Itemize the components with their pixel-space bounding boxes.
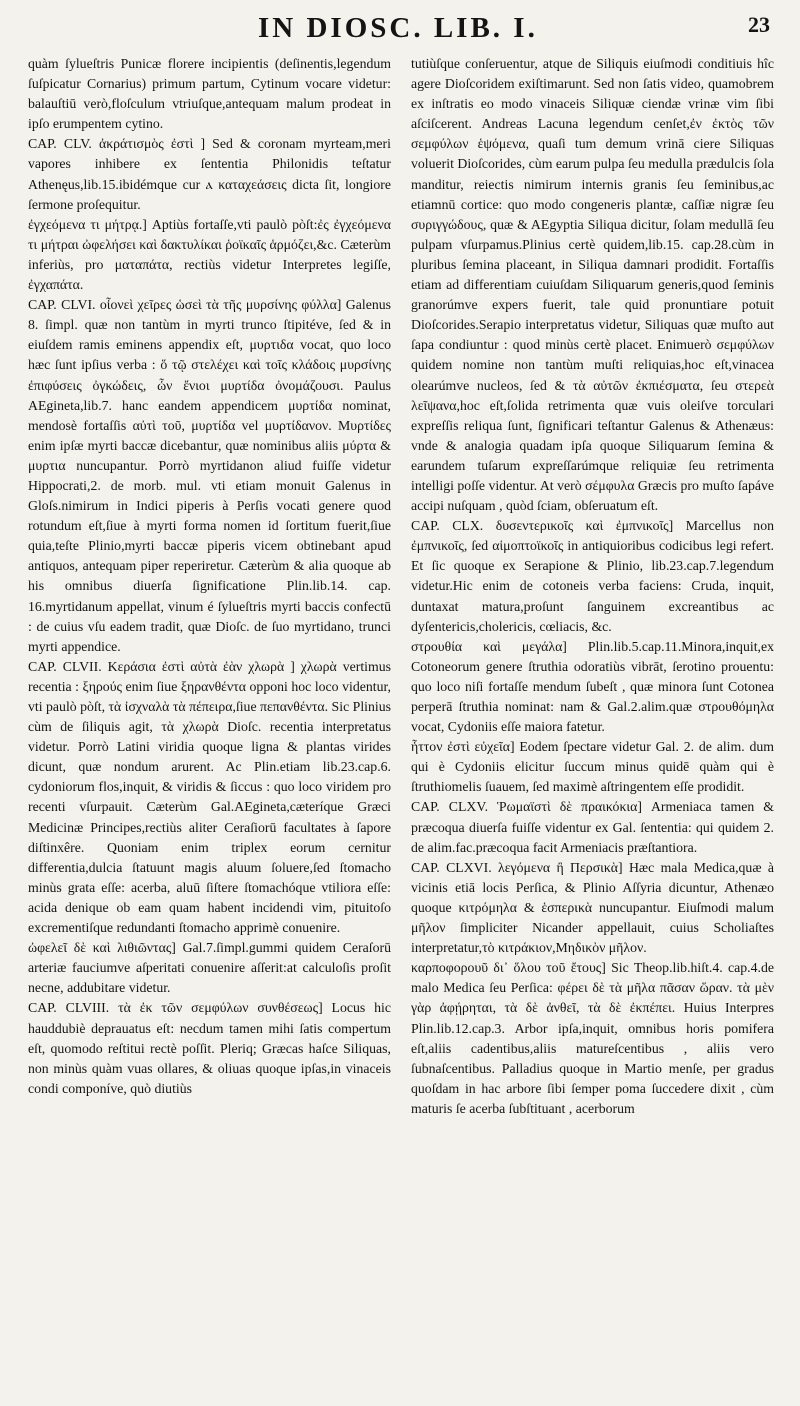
paragraph: ὠφελεῖ δὲ καὶ λιθιῶντας] Gal.7.ſimpl.gummi quidem Ceraſorū arteriæ fauciumve aſperitati conuenire aſſerit:at calculoſis proſit necne, addubitare videtur. [28,940,391,996]
paragraph: καρποφορουῦ δι᾽ ὅλου τοῦ ἔτους] Sic Theop.lib.hiſt.4. cap.4.de malo Medica ſeu Perſica: φέρει δὲ τὰ μῆλα πᾶσαν ὥραν. τὰ μὲν γὰρ ἀφῄρηται, τὰ δὲ ἀνθεῖ, τὰ δὲ ἐκπέπει. Huius Interpres Plin.lib.12.cap.3. Arbor ipſa,inquit, omnibus horis pomifera eſt,aliis cadentibus,aliis matureſcentibus , aliis vero ſubnaſcentibus. Palladius quoque in Martio menſe, per gradus quoſdam in hac arbore ſibi ſemper poma ſuccedere dixit , cùm maturis ſe acerba ſubſtituant , acerborum [411,960,774,1116]
paragraph: ἐγχεόμενα τι μήτρᾳ.] Aptiùs fortaſſe,vti paulò pòſt:ἐς ἐγχεόμενα τι μήτραι ὠφελήσει καὶ δακτυλίκαι ῥοϊκαῖς ἁρμόζει,&c. Cæterùm inferiùs, pro ματαπάτα, rectiùs videtur Interpretes legiſſe, ἐγχαπάτα. [28,216,391,293]
paragraph: CAP. CLV. ἀκράτισμὸς ἐστὶ ] Sed & coronam myrteam,meri vapores inhibere ex ſententia Philonidis teſtatur Athenęus,lib.15.ibidémque cur ⲁ καταχεάσεις dicta ſit, longiore ſermone proſequitur. [28,136,391,212]
paragraph: tutiùſque conſeruentur, atque de Siliquis eiuſmodi conditiuis hîc agere Dioſcoridem exiſtimarunt. Sed non ſatis video, quamobrem ex inſtratis eo modo vinaceis Siliquæ ciendæ vrinæ vim ſibi aſciſcerent. Andreas Lacuna legendum cenſet,ἐν ἐκτὸς τῶν σεμφύλων ἑψόμενα, quaſi tum demum vrinā ciere Siliquas voluerit Dioſcorides, cùm earum pulpa ſeu medulla prædulcis ſola manditur, reiectis nimirum internis granis ſeu ſeminibus,ac etiamnū cortice: quo modo congeneris plantæ, caſſiæ nigræ ſeu συριγγώδους, quæ & AEgyptia Siliqua dicitur, ſolam medullā ſeu pulpam vſurpamus.Plinius certè quidem,lib.15. cap.28.cùm in pluribus ſemina placeant, in Siliqua damnari prodidit. Fortaſſis etiam ad differentiam cuiuſdam Siliquarum generis,quod ſeminis granorúmve expers fuerit, tale quid pronuntiare potuit Dioſcorides.Serapio interpretatus videtur, Siliquas quæ muſto aut ſapa condiuntur : quod minùs certè placet. Enimuerò σεμφύλων quidem nomine non tantùm muſti reliquias,hoc eſt,vinacea olearúmve nucleos, ſed & τὰ αὐτῶν ἐκπιέσματα, ſeu στερεὰ λεῖψανα,hoc eſt,ſolida retrimenta quæ vuis oleiſve torculari expreſſis reliqua ſunt, ſignificari teſtantur Galenus & Athenæus: vnde & analogia quadam ipſa quoque Siliquarum ſemina & earundem tuſarum expreſſarúmque reliquiæ ſeu retrimenta intelligi poſſe videntur. At verò σέμφυλα Græcis pro muſto ſapáve accipi nuſquam , quòd ſciam, obſeruatum eſt. [411,56,774,514]
page-number: 23 [748,12,770,37]
paragraph: ἧττον ἐστὶ εὐχεῖα] Eodem ſpectare videtur Gal. 2. de alim. dum qui è Cydoniis elicitur ſuccum minus quidē quàm qui è ſtruthiomelis ſuauem, ſed maximè aſtringentem eſſe prodidit. [411,739,774,795]
text-columns [28,54,774,1119]
paragraph: CAP. CLXV. Ῥωμαϊστὶ δὲ πραικόκια] Armeniaca tamen & præcoqua diuerſa fuiſſe videntur ex Gal. ſententia: qui quidem 2. de alim.fac.præcoqua facit Armeniacis præſtantiora. [411,799,774,855]
paragraph: CAP. CLVIII. τὰ ἐκ τῶν σεμφύλων συνθέσεως] Locus hic hauddubiè deprauatus eſt: necdum tamen mihi ſatis compertum eſt, quomodo reſtitui rectè poſſit. Pleriq; Græcas haſce Siliquas, non minùs quàm vuas ollares, & oliuas quoque ipſas,in vinaceis condi componíve, quò diutiùs [28,1000,391,1096]
page-header [28,6,774,50]
running-head: IN DIOSC. LIB. I. [258,12,538,44]
right-column [411,54,774,1119]
paragraph: στρουθία καὶ μεγάλα] Plin.lib.5.cap.11.Minora,inquit,ex Cotoneorum genere ſtruthia odoratiùs vibrāt, ſerotino prouentu: quo loco niſi fortaſſe mendum ſubeſt , quæ minora ſunt Cotonea perperā ſtruthia nominat: nam & Gal.2.alim.quæ στρουθόμηλα vocat, Cydoniis eſſe maiora fatetur. [411,638,774,735]
left-column [28,54,391,1119]
paragraph: CAP. CLX. δυσεντερικοῖς καὶ ἐμπνικοῖς] Marcellus non ἐμπνικοῖς, ſed αἱμοπτοϊκοῖς in antiquioribus codicibus legi refert. Et ſic quoque ex Serapione & Plinio, lib.23.cap.7.legendum videtur.Hic enim de cotoneis verba faciens: Cruda, inquit, duntaxat matura,proſunt ſanguinem excreantibus ac dyſentericis,cholericis, cœliacis, &c. [411,518,774,634]
paragraph: CAP. CLVI. οἷονεὶ χεῖρες ὡσεὶ τὰ τῆς μυρσίνης φύλλα] Galenus 8. ſimpl. quæ non tantùm in myrti trunco ſtipitéve, ſed & in eiuſdem ramis eminens appendix eſt, μυρτιδα vocat, quo loco hæc ſunt ipſius verba : ὅ τῷ στελέχει καὶ τοῖς κλάδοις μυρσίνης ἐπιφύσεις ὀγκώδεις, ὧν ἔνιοι μυρτίδα ὀνομάζουσι. Paulus AEgineta,lib.7. hanc eandem appendicem μυρτίδα nominat, mendosè fortaſſis αὐτὶ τοῦ, μυρτίδα vel μυρτίδανον. Μυρτίδες enim ipſæ myrti baccæ dicebantur, quæ nominibus aliis μύρτα & μυρτια nuncupantur. Porrò myrtidanon aliud fuiſſe videtur Hippocrati,2. de morb. mul. vti etiam monuit Galenus in Gloſs.nimirum in Indici piperis à Perſis vocati genere quod rotundum eſt,ſiue à myrti forma nomen id ſortitum fuerit,ſiue quia,teſte Plinio,myrti baccæ piperis vicem obtinebant apud antiquos, antequam piper reperiretur. Cæterùm & alia quoque ab his omnibus diuerſa ſignificatione Plin.lib.14. cap. 16.myrtidanum appellat, vinum é ſylueſtris myrti baccis confectū : de cuius vſu eadem tradit, quæ Dioſc. de ſuo myrtidano, trunci myrti appendice. [28,297,391,654]
paragraph: CAP. CLVII. Κεράσια ἐστὶ αὐτὰ ἐὰν χλωρὰ ] χλωρὰ vertimus recentia : ξηρούς enim ſiue ξηρανθέντα opponi hoc loco videntur, vti paulò pòſt, τὰ ἰσχναλὰ τὰ πέπειρα,ſiue πεπανθέντα. Sic Plinius cùm de ſiliquis agit, τὰ χλωρὰ Dioſc. recentia interpretatus videtur. Porrò Latini viridia quoque ligna & plantas virides dicunt, quæ nondum arurent. Ac Plin.etiam lib.23.cap.6. cydoniorum flos,inquit, & viridis & ſiccus : quo loco viridem pro recenti vſurpauit. Cæterùm Gal.AEgineta,cæteríque Græci Medicinæ Principes,rectiùs aliter Ceraſiorū facultates à ſapore diſtinxêre. Quoniam enim triplex eorum cernitur differentia,dulcia ſtatuunt magis aluum ſoluere,ſed ſtomacho minùs grata eſſe: acerba, aluū ſiſtere ſtomachóque vtiliora eſſe: acida denique ob eam quam habent incidendi vim, pituitoſo excrementiſque redundanti ſtomacho apprimè conuenire. [28,658,391,936]
paragraph: quàm ſylueſtris Punicæ florere incipientis (deſinentis,legendum ſuſpicatur Cornarius) primum partum, Cytinum vocare videtur: balauſtiū verò,floſculum vtriuſque,antequam malum prodeat in ipſo erumpentem cytino. [28,56,391,132]
paragraph: CAP. CLXVI. λεγόμενα ἢ Περσικὰ] Hæc mala Medica,quæ à vicinis etiā locis Perſica, & Plinio Aſſyria dicuntur, Athenæo quoque κιτρόμηλα & ἑσπερικὰ nuncupantur. Eiuſmodi malum μῆλον ſimpliciter Nicander appellauit, cuius Scholiaſtes interpretatur,τὸ κιτράκιον,Μηδικὸν μῆλον. [411,859,774,956]
